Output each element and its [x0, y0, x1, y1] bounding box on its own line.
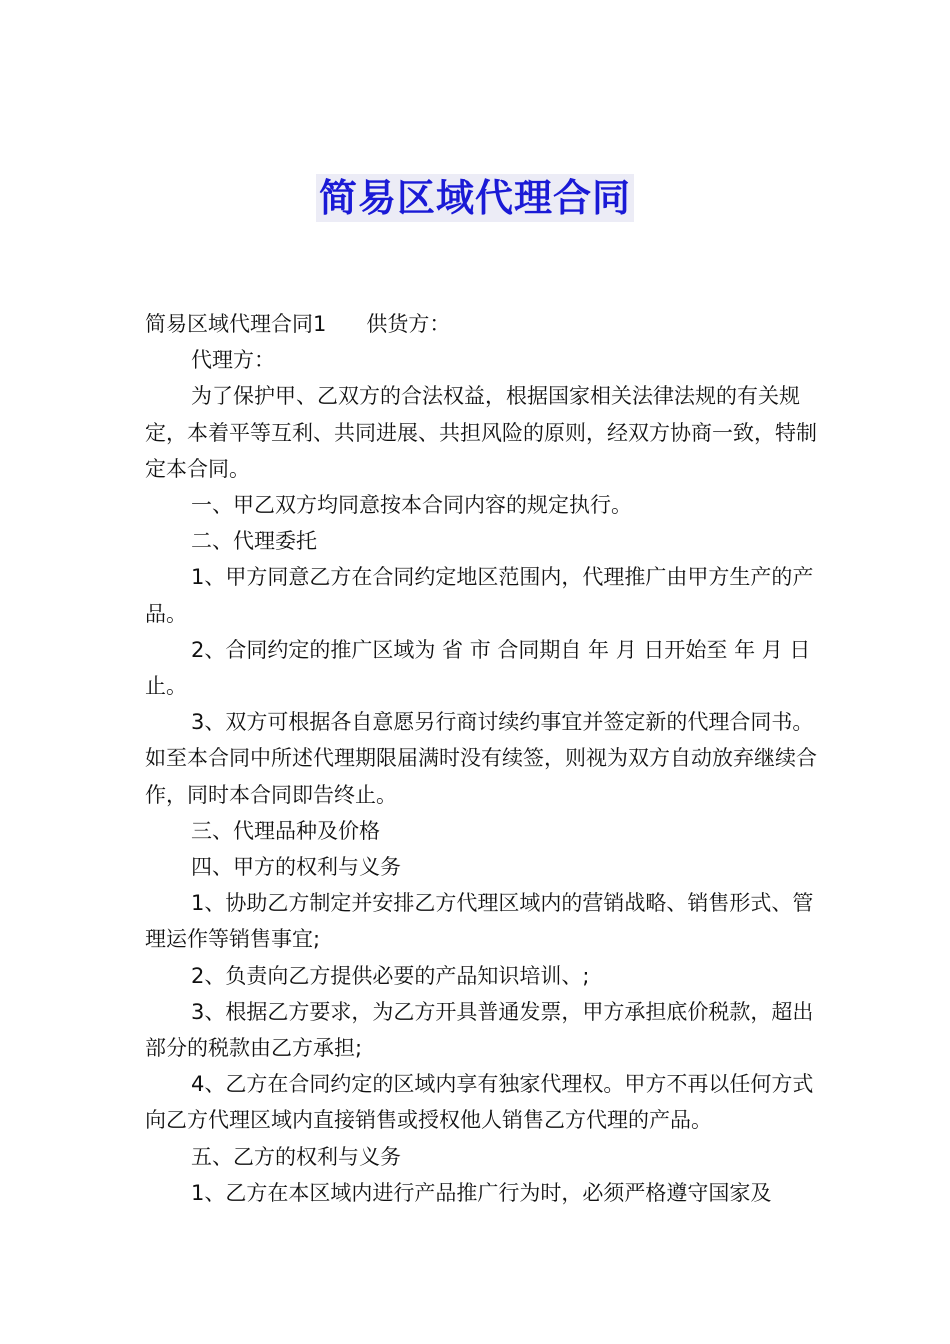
- document-body: [145, 306, 825, 1211]
- paragraph: 4、乙方在合同约定的区域内享有独家代理权。甲方不再以任何方式向乙方代理区域内直接销售或授权他人销售乙方代理的产品。: [145, 1072, 814, 1133]
- paragraph: 3、根据乙方要求，为乙方开具普通发票，甲方承担底价税款，超出部分的税款由乙方承担;: [145, 999, 814, 1061]
- contract-heading: 简易区域代理合同1: [145, 312, 327, 336]
- paragraph: 2、合同约定的推广区域为 省 市 合同期自 年 月 日开始至 年 月 日止。: [145, 637, 811, 699]
- document-title-wrap: [0, 174, 950, 222]
- paragraph: 二、代理委托: [191, 529, 317, 554]
- paragraph: 五、乙方的权利与义务: [191, 1144, 401, 1169]
- first-line: [145, 306, 825, 342]
- paragraph: 1、乙方在本区域内进行产品推广行为时，必须严格遵守国家及: [191, 1180, 772, 1205]
- paragraph: 四、甲方的权利与义务: [191, 855, 401, 880]
- paragraph: 3、双方可根据各自意愿另行商讨续约事宜并签定新的代理合同书。如至本合同中所述代理期限届满时没有续签，则视为双方自动放弃继续合作，同时本合同即告终止。: [145, 710, 817, 807]
- document-title: 简易区域代理合同: [316, 174, 634, 222]
- paragraph: 1、甲方同意乙方在合同约定地区范围内，代理推广由甲方生产的产品。: [145, 565, 814, 626]
- paragraph: 一、甲乙双方均同意按本合同内容的规定执行。: [191, 493, 632, 518]
- supplier-label: 供货方：: [366, 312, 451, 336]
- paragraph: 为了保护甲、乙双方的合法权益，根据国家相关法律法规的有关规定，本着平等互利、共同进展、共担风险的原则，经双方协商一致，特制定本合同。: [145, 384, 817, 481]
- paragraph: 2、负责向乙方提供必要的产品知识培训、;: [191, 963, 590, 988]
- paragraph: 代理方：: [191, 348, 275, 373]
- paragraph: 三、代理品种及价格: [191, 818, 380, 843]
- paragraph: 1、协助乙方制定并安排乙方代理区域内的营销战略、销售形式、管理运作等销售事宜;: [145, 891, 814, 952]
